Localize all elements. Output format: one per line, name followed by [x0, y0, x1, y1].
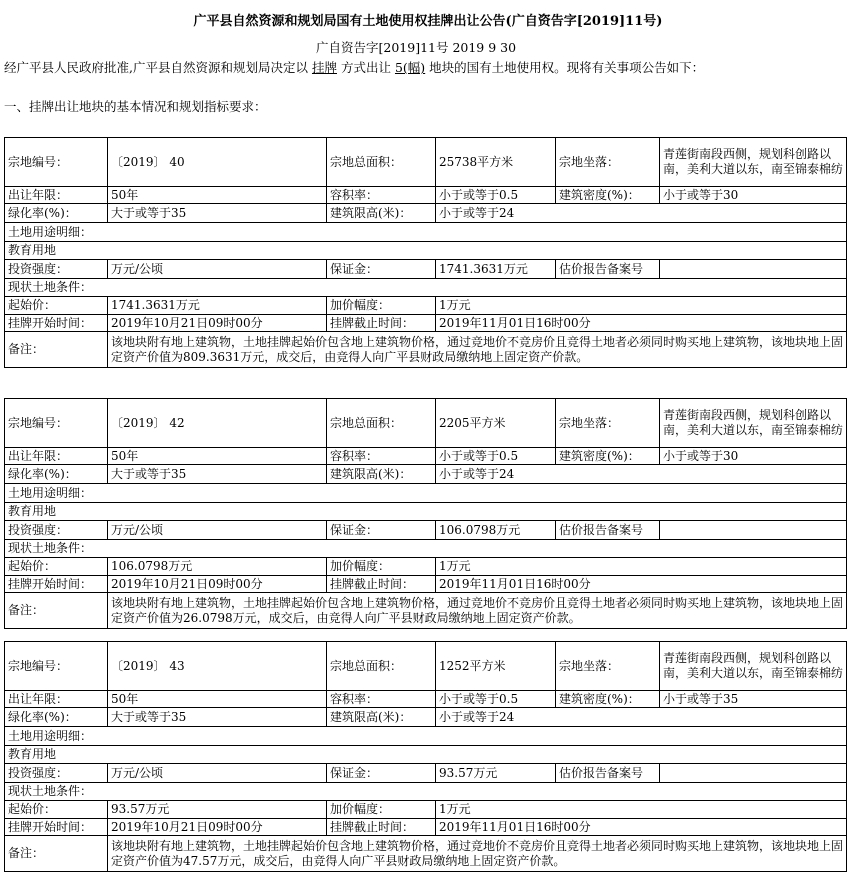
term-value: 50年	[108, 448, 327, 465]
condition-label: 现状土地条件：	[5, 279, 847, 297]
density-value: 小于或等于30	[660, 187, 847, 204]
intro-pre: 经广平县人民政府批准,广平县自然资源和规划局决定以	[4, 60, 308, 75]
parcel-no-label: 宗地编号：	[5, 642, 108, 691]
usage-label: 土地用途明细：	[5, 223, 847, 242]
deposit-label: 保证金：	[327, 260, 436, 279]
height-value: 小于或等于24	[436, 204, 847, 223]
increment-value: 1万元	[436, 558, 847, 576]
start-price-label: 起始价：	[5, 801, 108, 819]
total-area-label: 宗地总面积：	[327, 642, 436, 691]
far-label: 容积率：	[327, 448, 436, 465]
location-value: 青莲街南段西侧，规划科创路以南，美利大道以东，南至锦泰棉纺	[660, 138, 847, 187]
parcel-no-value: 〔2019〕 42	[108, 399, 327, 448]
end-time-label: 挂牌截止时间：	[327, 576, 436, 593]
far-value: 小于或等于0.5	[436, 448, 556, 465]
appraisal-label: 估价报告备案号	[556, 764, 660, 783]
end-time-value: 2019年11月01日16时00分	[436, 819, 847, 836]
intro-count: 5(幅)	[394, 60, 426, 75]
start-price-label: 起始价：	[5, 558, 108, 576]
condition-label: 现状土地条件：	[5, 540, 847, 558]
term-value: 50年	[108, 691, 327, 708]
invest-value: 万元/公顷	[108, 764, 327, 783]
total-area-label: 宗地总面积：	[327, 399, 436, 448]
invest-value: 万元/公顷	[108, 260, 327, 279]
usage-label: 土地用途明细：	[5, 484, 847, 503]
increment-label: 加价幅度：	[327, 801, 436, 819]
increment-value: 1万元	[436, 297, 847, 315]
end-time-label: 挂牌截止时间：	[327, 315, 436, 332]
green-value: 大于或等于35	[108, 204, 327, 223]
deposit-value: 106.0798万元	[436, 521, 556, 540]
intro-paragraph	[4, 58, 704, 76]
location-value: 青莲街南段西侧，规划科创路以南，美利大道以东，南至锦泰棉纺	[660, 642, 847, 691]
end-time-label: 挂牌截止时间：	[327, 819, 436, 836]
start-time-label: 挂牌开始时间：	[5, 576, 108, 593]
parcel-table	[4, 398, 847, 629]
location-label: 宗地坐落：	[556, 642, 660, 691]
green-value: 大于或等于35	[108, 465, 327, 484]
parcel-no-label: 宗地编号：	[5, 138, 108, 187]
height-label: 建筑限高(米)：	[327, 465, 436, 484]
parcel-no-value: 〔2019〕 43	[108, 642, 327, 691]
start-price-value: 106.0798万元	[108, 558, 327, 576]
appraisal-value	[660, 521, 847, 540]
section-heading: 一、挂牌出让地块的基本情况和规划指标要求：	[4, 99, 267, 114]
green-value: 大于或等于35	[108, 708, 327, 727]
total-area-value: 25738平方米	[436, 138, 556, 187]
increment-label: 加价幅度：	[327, 558, 436, 576]
usage-label: 土地用途明细：	[5, 727, 847, 746]
usage-value: 教育用地	[5, 746, 847, 764]
parcel-table	[4, 137, 847, 368]
start-price-label: 起始价：	[5, 297, 108, 315]
far-label: 容积率：	[327, 187, 436, 204]
deposit-label: 保证金：	[327, 764, 436, 783]
term-label: 出让年限：	[5, 691, 108, 708]
invest-value: 万元/公顷	[108, 521, 327, 540]
invest-label: 投资强度：	[5, 764, 108, 783]
green-label: 绿化率(%)：	[5, 708, 108, 727]
density-label: 建筑密度(%)：	[556, 691, 660, 708]
far-label: 容积率：	[327, 691, 436, 708]
start-time-label: 挂牌开始时间：	[5, 819, 108, 836]
parcel-table	[4, 641, 847, 872]
remark-value: 该地块附有地上建筑物，土地挂牌起始价包含地上建筑物价格，通过竞地价不竞房价且竞得土地者必须同时购买地上建筑物，该地块地上固定资产价值为47.57万元，成交后，由竞得人向广平县财政局缴纳地上固定资产价款。	[108, 836, 847, 872]
location-value: 青莲街南段西侧，规划科创路以南，美利大道以东，南至锦泰棉纺	[660, 399, 847, 448]
start-time-value: 2019年10月21日09时00分	[108, 315, 327, 332]
density-label: 建筑密度(%)：	[556, 187, 660, 204]
deposit-value: 1741.3631万元	[436, 260, 556, 279]
intro-mid: 方式出让	[340, 60, 391, 75]
height-value: 小于或等于24	[436, 465, 847, 484]
location-label: 宗地坐落：	[556, 138, 660, 187]
usage-value: 教育用地	[5, 242, 847, 260]
green-label: 绿化率(%)：	[5, 465, 108, 484]
remark-label: 备注：	[5, 836, 108, 872]
appraisal-value	[660, 260, 847, 279]
increment-value: 1万元	[436, 801, 847, 819]
height-value: 小于或等于24	[436, 708, 847, 727]
deposit-label: 保证金：	[327, 521, 436, 540]
green-label: 绿化率(%)：	[5, 204, 108, 223]
intro-method: 挂牌	[311, 60, 337, 75]
start-time-value: 2019年10月21日09时00分	[108, 819, 327, 836]
parcel-no-label: 宗地编号：	[5, 399, 108, 448]
intro-post: 地块的国有土地使用权。现将有关事项公告如下：	[429, 60, 705, 75]
end-time-value: 2019年11月01日16时00分	[436, 576, 847, 593]
increment-label: 加价幅度：	[327, 297, 436, 315]
density-value: 小于或等于35	[660, 691, 847, 708]
total-area-value: 2205平方米	[436, 399, 556, 448]
appraisal-value	[660, 764, 847, 783]
start-price-value: 1741.3631万元	[108, 297, 327, 315]
term-value: 50年	[108, 187, 327, 204]
remark-label: 备注：	[5, 332, 108, 368]
deposit-value: 93.57万元	[436, 764, 556, 783]
start-price-value: 93.57万元	[108, 801, 327, 819]
density-value: 小于或等于30	[660, 448, 847, 465]
term-label: 出让年限：	[5, 187, 108, 204]
start-time-label: 挂牌开始时间：	[5, 315, 108, 332]
term-label: 出让年限：	[5, 448, 108, 465]
total-area-value: 1252平方米	[436, 642, 556, 691]
appraisal-label: 估价报告备案号	[556, 521, 660, 540]
total-area-label: 宗地总面积：	[327, 138, 436, 187]
invest-label: 投资强度：	[5, 260, 108, 279]
far-value: 小于或等于0.5	[436, 187, 556, 204]
start-time-value: 2019年10月21日09时00分	[108, 576, 327, 593]
remark-label: 备注：	[5, 593, 108, 629]
height-label: 建筑限高(米)：	[327, 204, 436, 223]
height-label: 建筑限高(米)：	[327, 708, 436, 727]
condition-label: 现状土地条件：	[5, 783, 847, 801]
parcel-no-value: 〔2019〕 40	[108, 138, 327, 187]
remark-value: 该地块附有地上建筑物，土地挂牌起始价包含地上建筑物价格，通过竞地价不竞房价且竞得土地者必须同时购买地上建筑物，该地块地上固定资产价值为26.0798万元，成交后，由竞得人向广平县财政局缴纳地上固定资产价款。	[108, 593, 847, 629]
location-label: 宗地坐落：	[556, 399, 660, 448]
invest-label: 投资强度：	[5, 521, 108, 540]
far-value: 小于或等于0.5	[436, 691, 556, 708]
end-time-value: 2019年11月01日16时00分	[436, 315, 847, 332]
notice-title: 广平县自然资源和规划局国有土地使用权挂牌出让公告(广自资告字[2019]11号)	[193, 14, 663, 29]
remark-value: 该地块附有地上建筑物，土地挂牌起始价包含地上建筑物价格，通过竞地价不竞房价且竞得土地者必须同时购买地上建筑物，该地块地上固定资产价值为809.3631万元，成交后，由竞得人向广平县财政局缴纳地上固定资产价款。	[108, 332, 847, 368]
usage-value: 教育用地	[5, 503, 847, 521]
notice-number: 广自资告字[2019]11号 2019 9 30	[316, 40, 517, 55]
density-label: 建筑密度(%)：	[556, 448, 660, 465]
appraisal-label: 估价报告备案号	[556, 260, 660, 279]
